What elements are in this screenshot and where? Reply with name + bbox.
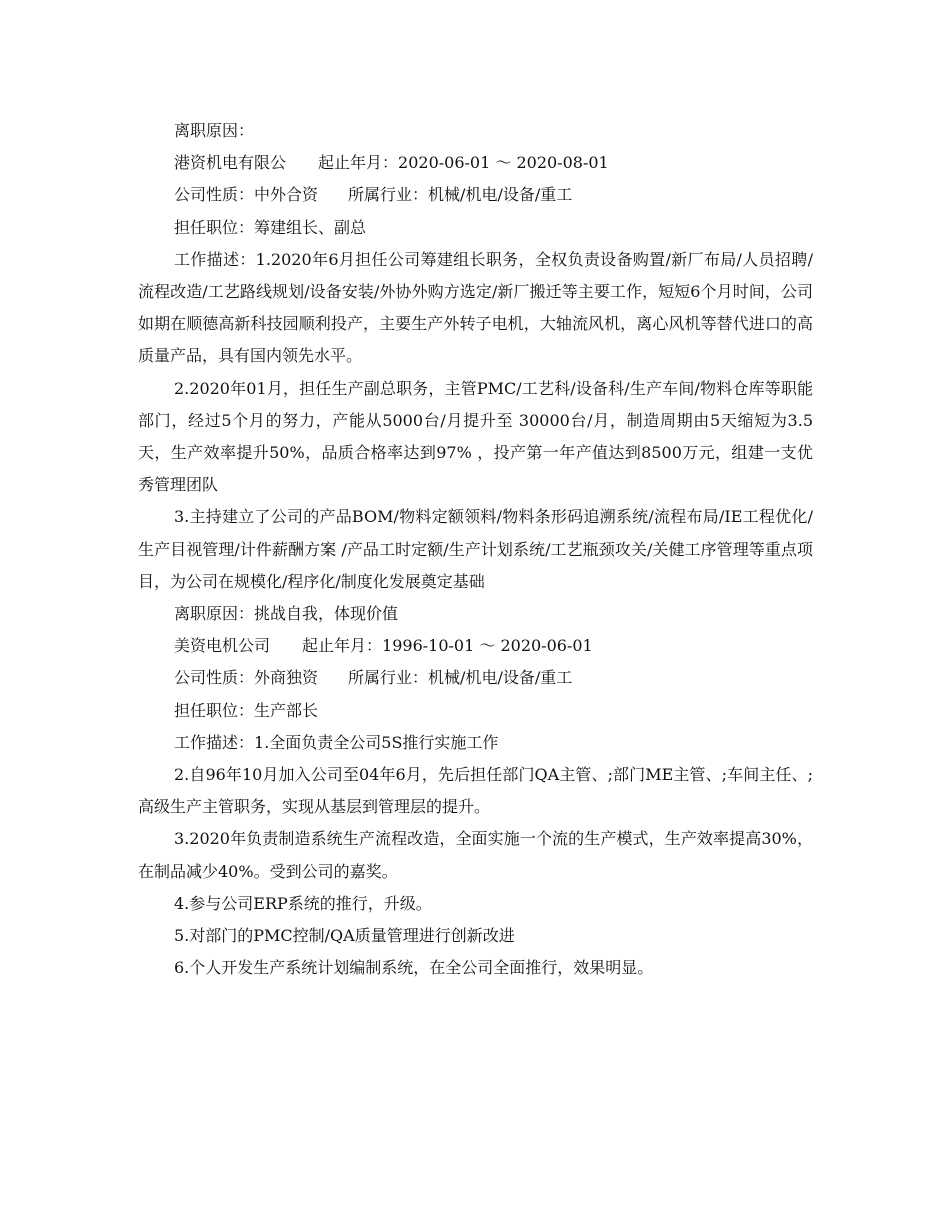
job-description-paragraph: 5.对部门的PMC控制/QA质量管理进行创新改进: [174, 926, 515, 946]
job-description-paragraph: [138, 727, 813, 759]
company-name: 港资机电有限公: [174, 153, 287, 173]
leave-reason-value: 挑战自我，体现价值: [254, 604, 399, 624]
job-header-line: [138, 630, 813, 662]
period-label: 起止年月：: [318, 153, 399, 173]
job-description-paragraph: 2.自96年10月加入公司至04年6月，先后担任部门QA主管、;部门ME主管、;车间主任、;高级生产主管职务，实现从基层到管理层的提升。: [138, 765, 813, 817]
job-description-paragraph: 3.2020年负责制造系统生产流程改造，全面实施一个流的生产模式，生产效率提高30%，在制品减少40%。受到公司的嘉奖。: [138, 829, 813, 881]
job-description-paragraph: 3.主持建立了公司的产品BOM/物料定额领料/物料条形码追溯系统/流程布局/IE工程优化/生产目视管理/计件薪酬方案 /产品工时定额/生产计划系统/工艺瓶颈攻关/关健工序管理等重点项目，为公司在规模化/程序化/制度化发展奠定基础: [138, 507, 813, 591]
position-line: [138, 695, 813, 727]
period-label: 起止年月：: [302, 636, 383, 656]
desc-item: 1.全面负责全公司5S推行实施工作: [254, 732, 499, 752]
position-label: 担任职位：: [174, 217, 255, 237]
leave-reason-line: [138, 115, 813, 147]
nature-value: 中外合资: [254, 185, 319, 205]
nature-value: 外商独资: [254, 668, 319, 688]
job-header-line: [138, 147, 813, 179]
industry-value: 机械/机电/设备/重工: [428, 668, 573, 688]
nature-label: 公司性质：: [174, 668, 255, 688]
period-value: 2020-06-01 ～ 2020-08-01: [398, 153, 609, 173]
industry-label: 所属行业：: [348, 668, 429, 688]
job-description-paragraph: 4.参与公司ERP系统的推行，升级。: [174, 893, 432, 913]
position-label: 担任职位：: [174, 700, 255, 720]
position-value: 筹建组长、副总: [254, 217, 367, 237]
company-nature-line: [138, 662, 813, 694]
industry-label: 所属行业：: [348, 185, 429, 205]
position-line: [138, 212, 813, 244]
job-description-paragraph: [138, 244, 813, 373]
resume-page: [138, 115, 813, 984]
job-description-paragraph: 2.2020年01月，担任生产副总职务，主管PMC/工艺科/设备科/生产车间/物料仓库等职能部门，经过5个月的努力，产能从5000台/月提升至 30000台/月，制造周期由5天缩短为3.5天，生产效率提升50%，品质合格率达到97% ，投产第一年产值达到8500万元，组建一支优秀管理团队: [138, 378, 813, 495]
leave-reason-line: [138, 598, 813, 630]
leave-reason-label: 离职原因：: [174, 604, 255, 624]
position-value: 生产部长: [254, 700, 319, 720]
leave-reason-label: 离职原因：: [174, 121, 255, 140]
job-description-paragraph: 6.个人开发生产系统计划编制系统，在全公司全面推行，效果明显。: [174, 958, 654, 978]
period-value: 1996-10-01 ～ 2020-06-01: [382, 636, 593, 656]
company-nature-line: [138, 179, 813, 211]
nature-label: 公司性质：: [174, 185, 255, 205]
desc-label: 工作描述：: [174, 732, 255, 752]
industry-value: 机械/机电/设备/重工: [428, 185, 573, 205]
desc-item: 1.2020年6月担任公司筹建组长职务，全权负责设备购置/新厂布局/人员招聘/流程改造/工艺路线规划/设备安装/外协外购方选定/新厂搬迁等主要工作，短短6个月时间，公司如期在顺德高新科技园顺利投产，主要生产外转子电机，大轴流风机，离心风机等替代进口的高质量产品，具有国内领先水平。: [138, 249, 813, 366]
company-name: 美资电机公司: [174, 636, 271, 656]
desc-label: 工作描述：: [174, 249, 256, 269]
